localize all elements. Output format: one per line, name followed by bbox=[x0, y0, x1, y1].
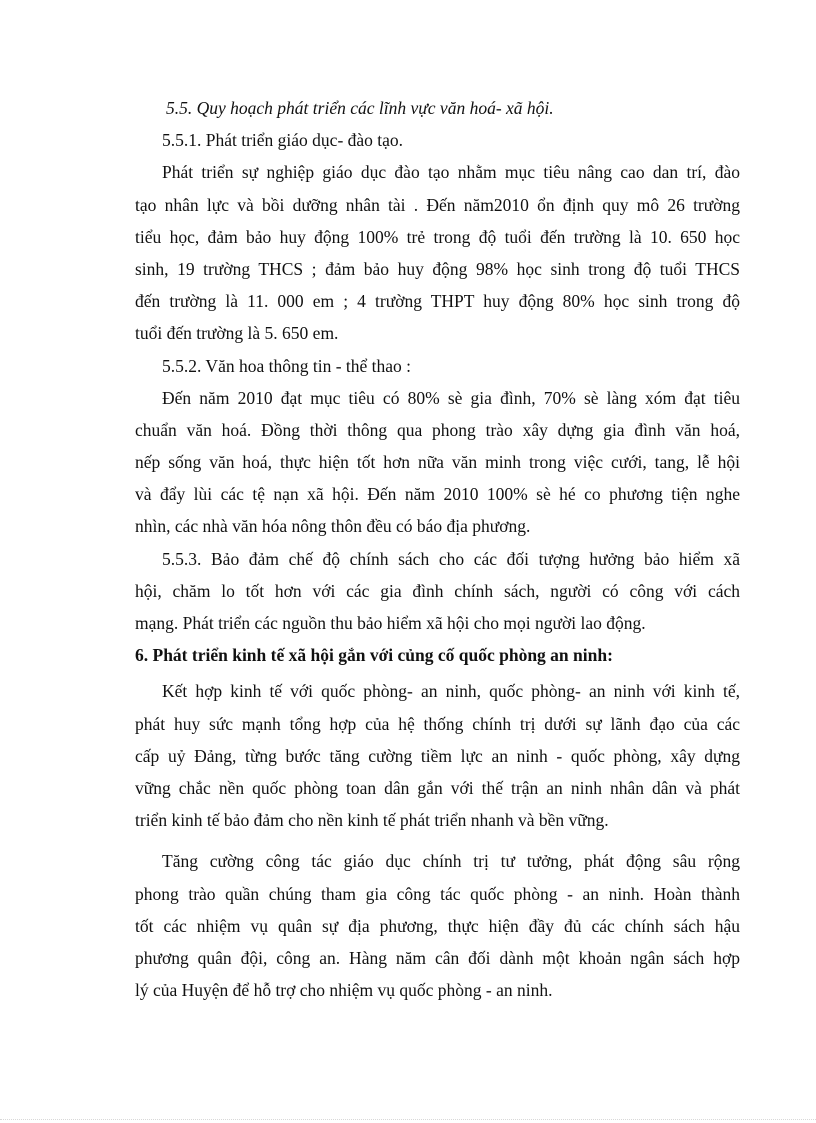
section-heading-6: 6. Phát triển kinh tế xã hội gắn với củng cố quốc phòng an ninh: bbox=[135, 645, 613, 666]
paragraph-line: phong trào quần chúng tham gia công tác quốc phòng - an ninh. Hoàn thành bbox=[135, 883, 740, 904]
paragraph-line: Tăng cường công tác giáo dục chính trị tư tưởng, phát động sâu rộng bbox=[162, 851, 740, 872]
paragraph-line: tuổi đến trường là 5. 650 em. bbox=[135, 323, 339, 344]
subsection-paragraph-5-5-3: 5.5.3. Bảo đảm chế độ chính sách cho các đối tượng hưởng bảo hiểm xã bbox=[162, 548, 740, 569]
paragraph-line: phương quân đội, công an. Hàng năm cân đối dành một khoản ngân sách hợp bbox=[135, 947, 740, 968]
paragraph-line: và đẩy lùi các tệ nạn xã hội. Đến năm 2010 100% sè hé co phương tiện nghe bbox=[135, 484, 740, 505]
page-bottom-divider bbox=[0, 1119, 816, 1120]
section-heading-5-5: 5.5. Quy hoạch phát triển các lĩnh vực văn hoá- xã hội. bbox=[166, 98, 554, 118]
paragraph-line: Đến năm 2010 đạt mục tiêu có 80% sè gia đình, 70% sè làng xóm đạt tiêu bbox=[162, 387, 740, 408]
paragraph-line: cấp uỷ Đảng, từng bước tăng cường tiềm lực an ninh - quốc phòng, xây dựng bbox=[135, 745, 740, 766]
paragraph-line: chuẩn văn hoá. Đồng thời thông qua phong trào xây dựng gia đình văn hoá, bbox=[135, 419, 740, 440]
paragraph-line: tốt các nhiệm vụ quân sự địa phương, thực hiện đầy đủ các chính sách hậu bbox=[135, 915, 740, 936]
paragraph-line: phát huy sức mạnh tổng hợp của hệ thống chính trị dưới sự lãnh đạo của các bbox=[135, 713, 740, 734]
paragraph-line: hội, chăm lo tốt hơn với các gia đình chính sách, người có công với cách bbox=[135, 580, 740, 601]
paragraph-line: tạo nhân lực và bồi dưỡng nhân tài . Đến năm2010 ổn định quy mô 26 trường bbox=[135, 194, 740, 215]
paragraph-line: mạng. Phát triển các nguồn thu bảo hiểm xã hội cho mọi người lao động. bbox=[135, 613, 646, 633]
paragraph-line: lý của Huyện để hỗ trợ cho nhiệm vụ quốc phòng - an ninh. bbox=[135, 980, 553, 1001]
paragraph-line: vững chắc nền quốc phòng toan dân gắn với thế trận an ninh nhân dân và phát bbox=[135, 777, 740, 798]
subsection-heading-5-5-2: 5.5.2. Văn hoa thông tin - thể thao : bbox=[162, 355, 412, 376]
paragraph-line: nếp sống văn hoá, thực hiện tốt hơn nữa văn minh trong việc cưới, tang, lễ hội bbox=[135, 452, 740, 473]
paragraph-line: đến trường là 11. 000 em ; 4 trường THPT huy động 80% học sinh trong độ bbox=[135, 291, 740, 312]
subsection-heading-5-5-1: 5.5.1. Phát triển giáo dục- đào tạo. bbox=[162, 130, 404, 151]
paragraph-line: triển kinh tế bảo đảm cho nền kinh tế phát triển nhanh và bền vững. bbox=[135, 810, 609, 831]
document-page bbox=[135, 92, 740, 1006]
paragraph-line: sinh, 19 trường THCS ; đảm bảo huy động 98% học sinh trong độ tuổi THCS bbox=[135, 258, 740, 279]
paragraph-line: Kết hợp kinh tế với quốc phòng- an ninh, quốc phòng- an ninh với kinh tế, bbox=[162, 681, 740, 702]
paragraph-line: tiểu học, đảm bảo huy động 100% trẻ trong độ tuổi đến trường là 10. 650 học bbox=[135, 226, 740, 247]
paragraph-line: nhìn, các nhà văn hóa nông thôn đều có báo địa phương. bbox=[135, 516, 531, 537]
paragraph-line: Phát triển sự nghiệp giáo dục đào tạo nhằm mục tiêu nâng cao dan trí, đào bbox=[162, 162, 740, 183]
